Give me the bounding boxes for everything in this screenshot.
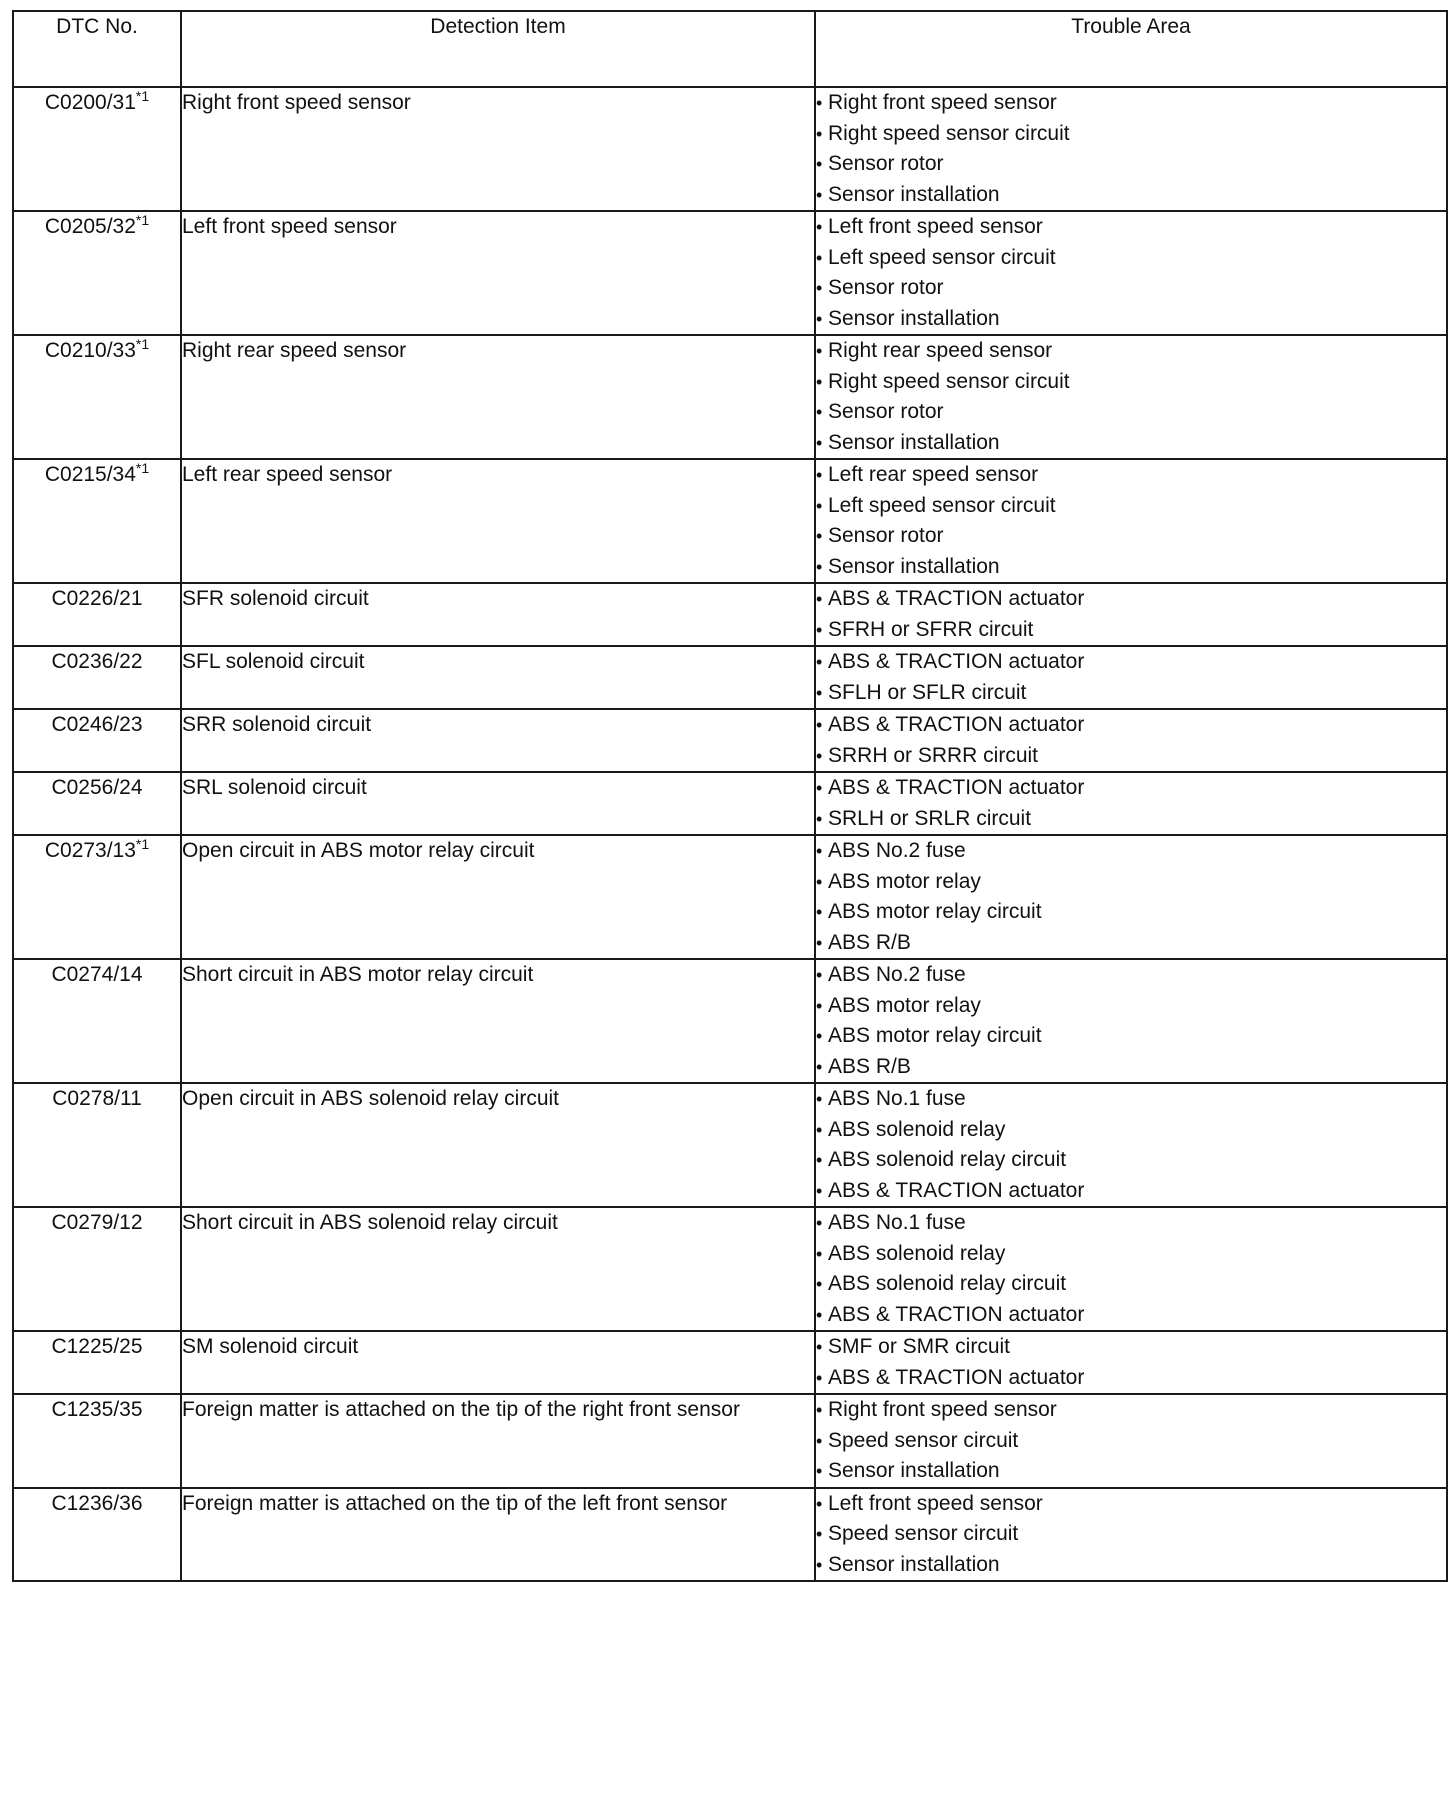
trouble-area-item: • Left speed sensor circuit xyxy=(816,243,1446,274)
trouble-area-list xyxy=(816,1084,1446,1206)
detection-item: Open circuit in ABS solenoid relay circuit xyxy=(181,1083,815,1207)
dtc-code: C0226/21 xyxy=(51,587,143,610)
dtc-code-cell xyxy=(13,1083,181,1207)
trouble-area-list xyxy=(816,584,1446,645)
trouble-area-item: • ABS solenoid relay circuit xyxy=(816,1269,1446,1300)
detection-item: Foreign matter is attached on the tip of the left front sensor xyxy=(181,1488,815,1582)
trouble-area-item: • ABS No.1 fuse xyxy=(816,1208,1446,1239)
trouble-area-cell xyxy=(815,646,1447,709)
trouble-area-cell xyxy=(815,583,1447,646)
trouble-area-item: • SRLH or SRLR circuit xyxy=(816,804,1446,835)
trouble-area-item: • Right front speed sensor xyxy=(816,88,1446,119)
dtc-code: C0246/23 xyxy=(51,713,143,736)
dtc-code: C0215/34 xyxy=(44,463,136,486)
trouble-area-item: • ABS solenoid relay circuit xyxy=(816,1145,1446,1176)
trouble-area-item: • ABS R/B xyxy=(816,928,1446,959)
table-row xyxy=(13,583,1447,646)
trouble-area-list xyxy=(816,1208,1446,1330)
trouble-area-list xyxy=(816,212,1446,334)
trouble-area-item: • Sensor rotor xyxy=(816,521,1446,552)
header-trouble-area: Trouble Area xyxy=(815,11,1447,87)
table-row xyxy=(13,1394,1447,1488)
trouble-area-item: • SMF or SMR circuit xyxy=(816,1332,1446,1363)
table-row xyxy=(13,459,1447,583)
dtc-code-cell xyxy=(13,87,181,211)
trouble-area-item: • ABS motor relay circuit xyxy=(816,1021,1446,1052)
trouble-area-cell xyxy=(815,1207,1447,1331)
trouble-area-item: • Right rear speed sensor xyxy=(816,336,1446,367)
detection-item: Left rear speed sensor xyxy=(181,459,815,583)
trouble-area-cell xyxy=(815,1331,1447,1394)
table-body xyxy=(13,87,1447,1581)
detection-item: SM solenoid circuit xyxy=(181,1331,815,1394)
header-detection-item: Detection Item xyxy=(181,11,815,87)
trouble-area-cell xyxy=(815,1488,1447,1582)
detection-item: SFL solenoid circuit xyxy=(181,646,815,709)
trouble-area-item: • ABS & TRACTION actuator xyxy=(816,710,1446,741)
table-row xyxy=(13,959,1447,1083)
trouble-area-item: • Sensor installation xyxy=(816,180,1446,211)
dtc-code-cell xyxy=(13,583,181,646)
trouble-area-item: • Left rear speed sensor xyxy=(816,460,1446,491)
trouble-area-item: • Right front speed sensor xyxy=(816,1395,1446,1426)
trouble-area-list xyxy=(816,1395,1446,1487)
detection-item: Right rear speed sensor xyxy=(181,335,815,459)
dtc-code-cell xyxy=(13,959,181,1083)
dtc-code: C0256/24 xyxy=(51,776,143,799)
trouble-area-cell xyxy=(815,709,1447,772)
trouble-area-item: • Left front speed sensor xyxy=(816,1489,1446,1520)
dtc-footnote-mark: *1 xyxy=(135,836,150,852)
trouble-area-item: • Sensor installation xyxy=(816,1456,1446,1487)
dtc-code: C0205/32 xyxy=(44,215,136,238)
dtc-code: C0210/33 xyxy=(44,339,136,362)
dtc-code: C1236/36 xyxy=(51,1491,143,1515)
trouble-area-list xyxy=(816,88,1446,210)
dtc-code-cell xyxy=(13,335,181,459)
dtc-code-cell xyxy=(13,1394,181,1488)
trouble-area-cell xyxy=(815,335,1447,459)
dtc-code-cell xyxy=(13,1207,181,1331)
detection-item: Right front speed sensor xyxy=(181,87,815,211)
header-dtc-no: DTC No. xyxy=(13,11,181,87)
detection-item: SRR solenoid circuit xyxy=(181,709,815,772)
dtc-code-cell xyxy=(13,211,181,335)
trouble-area-list xyxy=(816,960,1446,1082)
table-row xyxy=(13,1083,1447,1207)
trouble-area-item: • ABS R/B xyxy=(816,1052,1446,1083)
detection-item: Open circuit in ABS motor relay circuit xyxy=(181,835,815,959)
trouble-area-item: • SFRH or SFRR circuit xyxy=(816,615,1446,646)
trouble-area-list xyxy=(816,460,1446,582)
table-row xyxy=(13,87,1447,211)
table-row xyxy=(13,646,1447,709)
dtc-footnote-mark: *1 xyxy=(135,336,150,352)
trouble-area-cell xyxy=(815,835,1447,959)
trouble-area-item: • ABS solenoid relay xyxy=(816,1239,1446,1270)
detection-item: SFR solenoid circuit xyxy=(181,583,815,646)
dtc-code-cell xyxy=(13,1331,181,1394)
trouble-area-item: • ABS motor relay circuit xyxy=(816,897,1446,928)
trouble-area-item: • Sensor installation xyxy=(816,304,1446,335)
trouble-area-item: • ABS motor relay xyxy=(816,991,1446,1022)
trouble-area-item: • ABS & TRACTION actuator xyxy=(816,1363,1446,1394)
trouble-area-item: • ABS & TRACTION actuator xyxy=(816,773,1446,804)
trouble-area-item: • Sensor rotor xyxy=(816,149,1446,180)
trouble-area-item: • Left front speed sensor xyxy=(816,212,1446,243)
trouble-area-list xyxy=(816,773,1446,834)
table-row xyxy=(13,335,1447,459)
trouble-area-item: • Sensor installation xyxy=(816,552,1446,583)
trouble-area-list xyxy=(816,1489,1446,1581)
trouble-area-item: • ABS & TRACTION actuator xyxy=(816,1176,1446,1207)
trouble-area-list xyxy=(816,647,1446,708)
dtc-footnote-mark: *1 xyxy=(135,88,150,104)
trouble-area-list xyxy=(816,336,1446,458)
dtc-code: C0279/12 xyxy=(51,1211,143,1234)
trouble-area-list xyxy=(816,1332,1446,1393)
trouble-area-cell xyxy=(815,959,1447,1083)
dtc-code-cell xyxy=(13,459,181,583)
trouble-area-cell xyxy=(815,1394,1447,1488)
trouble-area-item: • ABS solenoid relay xyxy=(816,1115,1446,1146)
dtc-code: C0274/14 xyxy=(51,963,143,986)
trouble-area-item: • Sensor rotor xyxy=(816,397,1446,428)
detection-item: Short circuit in ABS motor relay circuit xyxy=(181,959,815,1083)
table-row xyxy=(13,1488,1447,1582)
trouble-area-item: • ABS motor relay xyxy=(816,867,1446,898)
detection-item: Short circuit in ABS solenoid relay circuit xyxy=(181,1207,815,1331)
trouble-area-list xyxy=(816,710,1446,771)
table-row xyxy=(13,709,1447,772)
trouble-area-cell xyxy=(815,459,1447,583)
trouble-area-item: • Speed sensor circuit xyxy=(816,1426,1446,1457)
trouble-area-item: • ABS No.2 fuse xyxy=(816,960,1446,991)
detection-item: Left front speed sensor xyxy=(181,211,815,335)
trouble-area-item: • ABS No.2 fuse xyxy=(816,836,1446,867)
trouble-area-item: • ABS & TRACTION actuator xyxy=(816,647,1446,678)
dtc-code-cell xyxy=(13,772,181,835)
dtc-code: C1235/35 xyxy=(51,1398,143,1421)
trouble-area-item: • Left speed sensor circuit xyxy=(816,491,1446,522)
table-row xyxy=(13,211,1447,335)
table-row xyxy=(13,835,1447,959)
dtc-code: C1225/25 xyxy=(51,1335,143,1358)
trouble-area-item: • ABS No.1 fuse xyxy=(816,1084,1446,1115)
trouble-area-item: • ABS & TRACTION actuator xyxy=(816,1300,1446,1331)
trouble-area-item: • SRRH or SRRR circuit xyxy=(816,741,1446,772)
trouble-area-item: • SFLH or SFLR circuit xyxy=(816,678,1446,709)
trouble-area-cell xyxy=(815,211,1447,335)
dtc-footnote-mark: *1 xyxy=(135,460,150,476)
dtc-code-cell xyxy=(13,835,181,959)
dtc-code: C0273/13 xyxy=(44,839,136,862)
trouble-area-item: • Right speed sensor circuit xyxy=(816,119,1446,150)
trouble-area-cell xyxy=(815,87,1447,211)
dtc-code: C0236/22 xyxy=(51,650,143,673)
dtc-code: C0200/31 xyxy=(44,91,136,114)
trouble-area-item: • Sensor rotor xyxy=(816,273,1446,304)
table-row xyxy=(13,772,1447,835)
trouble-area-item: • Sensor installation xyxy=(816,1550,1446,1581)
table-row xyxy=(13,1331,1447,1394)
table-header-row xyxy=(13,11,1447,87)
detection-item: SRL solenoid circuit xyxy=(181,772,815,835)
trouble-area-item: • Right speed sensor circuit xyxy=(816,367,1446,398)
dtc-code-cell xyxy=(13,709,181,772)
dtc-code: C0278/11 xyxy=(52,1087,142,1110)
trouble-area-list xyxy=(816,836,1446,958)
detection-item: Foreign matter is attached on the tip of the right front sensor xyxy=(181,1394,815,1488)
dtc-code-cell xyxy=(13,1488,181,1582)
table-row xyxy=(13,1207,1447,1331)
dtc-table xyxy=(12,10,1448,1582)
trouble-area-item: • Speed sensor circuit xyxy=(816,1519,1446,1550)
dtc-code-cell xyxy=(13,646,181,709)
dtc-footnote-mark: *1 xyxy=(135,212,150,228)
trouble-area-cell xyxy=(815,1083,1447,1207)
trouble-area-item: • Sensor installation xyxy=(816,428,1446,459)
trouble-area-cell xyxy=(815,772,1447,835)
trouble-area-item: • ABS & TRACTION actuator xyxy=(816,584,1446,615)
